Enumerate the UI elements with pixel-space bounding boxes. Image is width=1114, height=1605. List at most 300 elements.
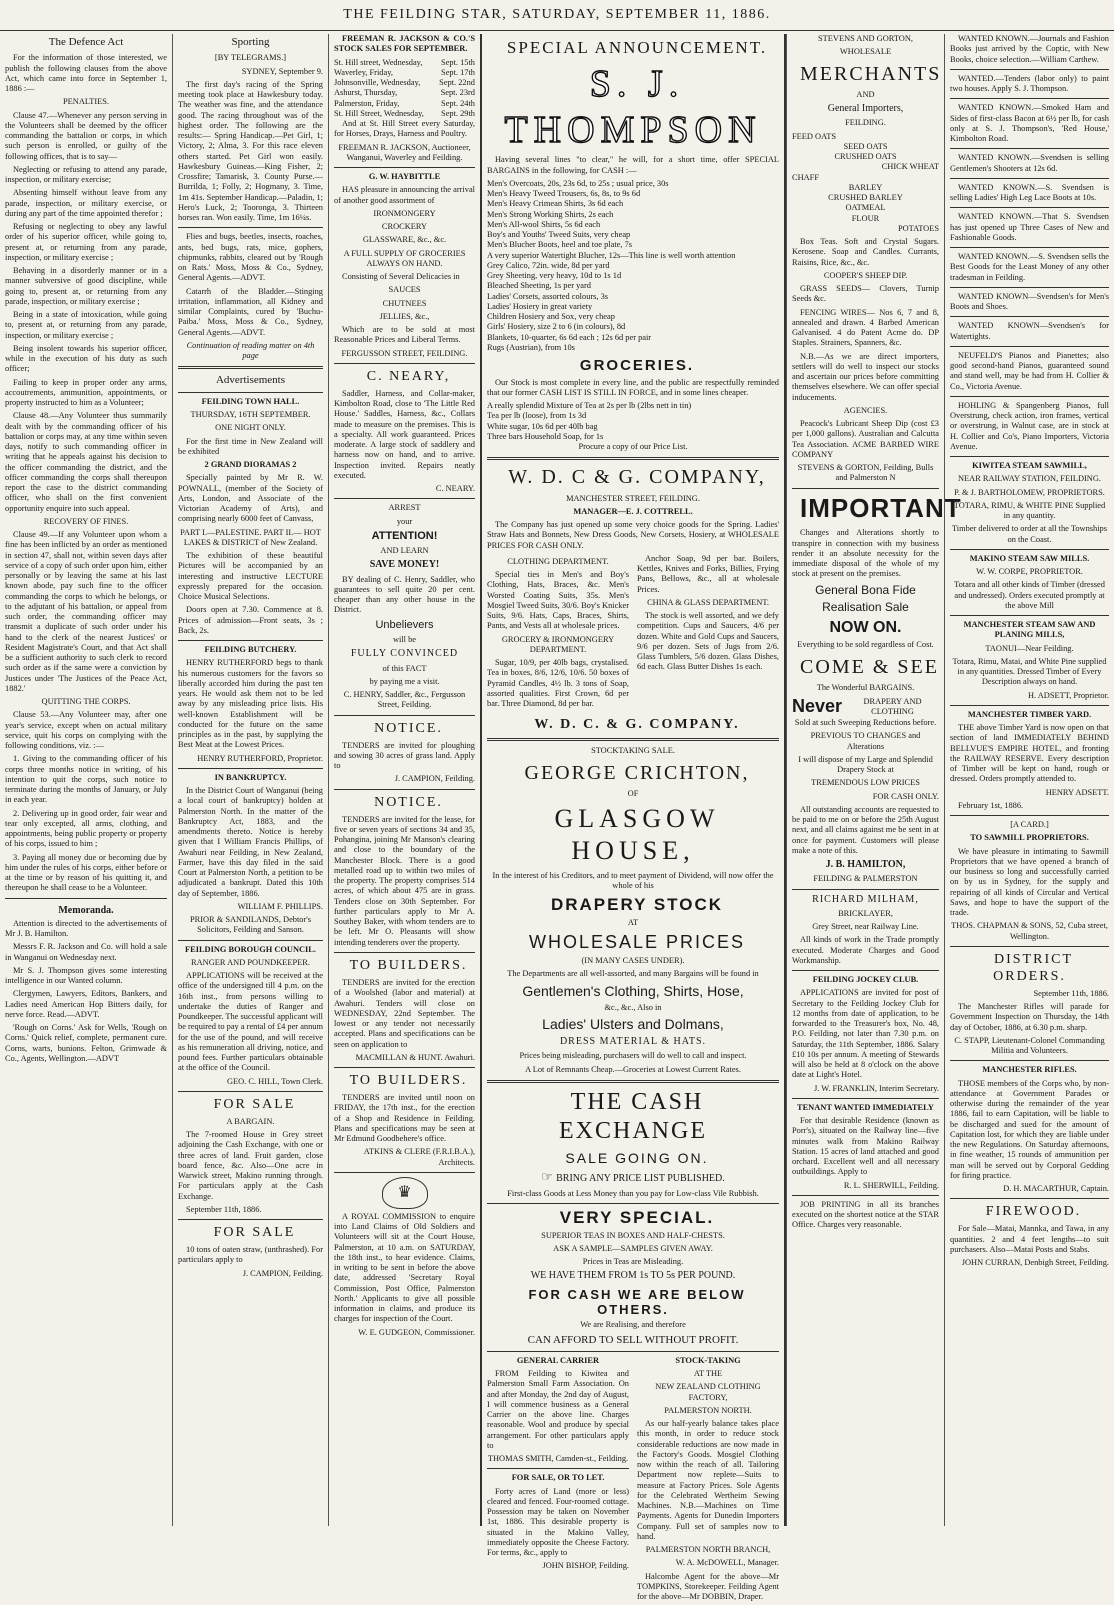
sales-list	[334, 58, 475, 120]
taonui-text: Totara, Rimu, Matai, and White Pine supplied in any quantities. Dressed Timber of Every Description always on hand.	[952, 656, 1107, 687]
very-special: VERY SPECIAL.	[559, 1207, 715, 1227]
bargain-list	[487, 179, 779, 353]
grocery-item: White sugar, 10s 6d per 40lb bag	[487, 421, 598, 431]
for-cash-below: FOR CASH WE ARE BELOW OTHERS.	[528, 1286, 746, 1318]
makino-text: Totara and all other kinds of Timber (dressed and undressed). Orders executed promptly at the above Mill	[954, 580, 1105, 610]
timber-yard-title: MANCHESTER TIMBER YARD.	[967, 709, 1092, 719]
condition: 3. Paying all money due or becoming due by him under the rules of his corps, either before or at the time or by reason of his quitting it, and thereupon he shall cease to be a Volunteer.	[5, 852, 167, 893]
yard-text: THE above Timber Yard is now open on that section of land IMMEDIATELY BEHIND BELLVUE'S EMPIRE HOTEL, and fronting the RAILWAY RESERVE. Every description of Timber will be kept on hand, rough or dressed. Orders promptly attended to.	[950, 723, 1109, 784]
jockey-text: APPLICATIONS are invited for post of Secretary to the Feilding Jockey Club for 12 months from date of application, to be forwarded to the Treasurer's box, No. 48, P.O. Feilding, not later than 7.30 p.m. on Saturday, the 11th September, 1886. Salary £10 10s per annum. A meeting of Stewards will also be held at 8 o'clock on the above date at Light's Hotel.	[792, 988, 939, 1080]
catarrh-ad: Catarrh of the Bladder.—Stinging irritation, inflammation, all Kidney and similar Complaints, cured by 'Buchu-Paiba.' Moss, Moss & Co., Sydney, General Agents.—ADVT.	[178, 286, 323, 337]
seed-item: BARLEY	[848, 182, 883, 192]
bargain-item: Boy's and Youths' Tweed Suits, very cheap	[487, 230, 631, 240]
offence: Behaving in a disorderly manner or in a manner subversive of good discipline, while going to, present at, or returning from any parade, inspection, or military exercise ;	[5, 266, 167, 306]
smith-sign: THOMAS SMITH, Camden-st., Feilding.	[487, 1454, 629, 1464]
builders-title-2: TO BUILDERS.	[349, 1073, 468, 1088]
stevens-sign: STEVENS & GORTON, Feilding, Bulls and Palmerston N	[797, 463, 934, 483]
sale-row: Johnsonville, Wednesday, Sept. 22nd	[334, 78, 475, 87]
butchery-title: FEILDING BUTCHERY.	[204, 645, 297, 655]
seed-item: CHAFF	[792, 172, 819, 182]
grocery-item: Three bars Household Soap, for 1s	[487, 431, 604, 441]
makino-title: MAKINO STEAM SAW MILLS.	[969, 553, 1090, 563]
important-text: Changes and Alterations shortly to transpire in connection with my business render it an absolute necessity for the immediate disposal of the whole of my stock at present on the premises.	[792, 528, 939, 579]
unbelievers: Unbelievers	[375, 618, 434, 631]
for-cash-only: FOR CASH ONLY.	[872, 791, 939, 801]
defence-act-title: The Defence Act	[48, 36, 124, 48]
hohling-ad: HOHLING & Spangenberg Pianos, full Overstrung, check action, iron frames, vertical or overstrung, in Walnut case, are in stock at H. Collier and Co's, Piano Importers, Victoria Avenue.	[950, 400, 1109, 451]
bargain-item: A very superior Watertight Blucher, 12s—This line is well worth attention	[487, 250, 736, 260]
jackson-more: And at St. Hill Street every Saturday, for Horses, Drays, Harness and Poultry.	[334, 119, 475, 139]
wanted-ad: WANTED KNOWN.—S. Svendsen is selling Ladies' High Leg Lace Boots at 10s.	[950, 182, 1109, 202]
recovery-heading: RECOVERY OF FINES.	[43, 516, 129, 526]
prices-text: Prices in Teas are Misleading.	[582, 1257, 684, 1267]
thompson-intro: Having several lines "to clear," he will, for a short time, offer SPECIAL BARGAINS in the following, for CASH :—	[487, 155, 779, 175]
now-on: NOW ON.	[829, 618, 902, 636]
town-hall-title: FEILDING TOWN HALL.	[201, 396, 300, 406]
bargain-item: Ladies' Corsets, assorted colours, 3s	[487, 291, 609, 301]
jockey-title: FEILDING JOCKEY CLUB.	[812, 975, 919, 985]
gudgeon-sign: W. E. GUDGEON, Commissioner.	[358, 1327, 475, 1337]
notice-title: NOTICE.	[374, 720, 443, 736]
town-hall-date: THURSDAY, 16TH SEPTEMBER.	[190, 410, 311, 420]
wanted-ad: WANTED KNOWN.—Smoked Ham and Sides of first-class Bacon at 6½ per lb, for cash only at S. J. Thompson's, 'Red House,' Kimbolton Road.	[950, 103, 1109, 143]
telegram-note: [BY TELEGRAMS.]	[214, 53, 287, 63]
seed-item: CHICK WHEAT	[881, 162, 939, 172]
agencies-title: AGENCIES.	[843, 405, 888, 415]
dioramas-title: 2 GRAND DIORAMAS 2	[204, 460, 297, 470]
stapp-sign: C. STAPP, Lieutenant-Colonel Commanding Militia and Volunteers.	[954, 1035, 1105, 1056]
palmerston-north: PALMERSTON NORTH.	[664, 1405, 752, 1415]
phillips-sign: WILLIAM F. PHILLIPS.	[237, 901, 323, 911]
stocktaking-sale: STOCKTAKING SALE.	[591, 746, 675, 756]
sport-text: The first day's racing of the Spring meeting took place at Hawkesbury today. The weather was fine, and the attendance good. The racing throughout was of the highest order. The following are the results:— Spring Handicap.—Pet Girl, 1; Victory, 2; Alma, 3. For this race eleven others started. Pet Girl won easily. Hawkesbury Guineas.—King Fisher, 2; Crossfire; Tamarisk, 3. County Purse.—Burrilda, 1; Folly, 2; Hogmany, 3. Time, 1m 41s. September Handicap.—Paladin, 1; Hero's Luck, 2; Tooronga, 3. Thirteen horses ran. Won easily. Time, 1m 16¼s.	[178, 79, 323, 223]
taonui: TAONUI—Near Feilding.	[985, 643, 1074, 653]
bartholomew: P. & J. BARTHOLOMEW, PROPRIETORS.	[954, 487, 1105, 497]
importers: General Importers,	[827, 103, 904, 115]
hall-more: The exhibition of these beautiful Pictures will be accompanied by an interesting and instructive LECTURE expressly prepared for the occasion. Choice Musical Selections.	[178, 551, 323, 602]
learn: AND LEARN	[380, 546, 429, 556]
milham-text: All kinds of work in the Trade promptly executed. Moderate Charges and Good Workmanship.	[792, 935, 939, 965]
flies-ad: Flies and bugs, beetles, insects, roaches, ants, bed bugs, rats, mice, gophers, chipmunks, rabbits, cleared out by 'Rough on Rats.' Moss, Moss & Co., Sydney, General Agents.—ADVT.	[178, 232, 323, 283]
sporting-title: Sporting	[231, 36, 270, 48]
royal-commission-text: A ROYAL COMMISSION to enquire into Land Claims of Old Soldiers and Volunteers will sit at the Court House, Palmerston, at 10 a.m. on SATURDAY, the 18th inst., to hear evidence. Claims, in writing to be sent in before the above date, addressed 'Secretary Royal Commission, Post Office, Palmerston North.' Applicants to give all possible information in claims, and produce its charges for inspection of the Court.	[334, 1211, 475, 1324]
bargain-item: Men's Heavy Crimean Shirts, 3s 6d each	[487, 199, 624, 209]
memo-item: Attention is directed to the advertisements of Mr J. B. Hamilton.	[5, 918, 167, 939]
firewood-title: FIREWOOD.	[985, 1204, 1082, 1220]
notice-text: TENDERS are invited for ploughing and sowing 30 acres of grass land. Apply to	[334, 740, 475, 771]
sale-row: St. Hill Street, Wednesday, Sept. 29th	[334, 108, 475, 118]
agencies-text: Peacock's Lubricant Sheep Dip (cost £3 per 1,000 gallons). Australian and Calcutta Tea Association. ACME BARBED WIRE COMPANY	[792, 419, 939, 459]
never-line	[792, 696, 939, 718]
nzcf-text: As our half-yearly balance takes place this month, in order to reduce stock considerable reductions are now made in the Factory's Goods. Mosgiel Clothing now within the reach of all. Tailoring Department now replete—Suits to measure at Factory Prices. Sole Agents for the Celebrated Wertheim Sewing Machines. N.B.—Machines on Time Payments. Agents for Dunedin Importers Company. Full set of samples now to hand.	[637, 1419, 779, 1541]
branch: PALMERSTON NORTH BRANCH,	[645, 1545, 771, 1555]
wdc-text: The Company has just opened up some very choice goods for the Spring. Ladies' Straw Hats and Bonnets, New Dress Goods, New Corsets, Hosiery, at WHOLESALE PRICES FOR CASH ONLY.	[487, 520, 779, 550]
bricklayer: BRICKLAYER,	[838, 908, 893, 918]
china-text: The stock is well assorted, and we defy competition. Cups and Saucers, 4/6 per dozen. White and Gold Cups and Saucers, 9/6 per dozen. Sets of Jugs from 2/6. Glass Tumblers, 5/6 dozen. Glass Dishes, 6d each. Glass Butter Dishes 1s each.	[637, 611, 779, 672]
diorama-text: Specially painted by Mr R. W. POWNALL, (member of the Society of Arts, London, and Associate of the Victorian Academy of Arts), and comprising nearly 6000 feet of Canvass,	[178, 473, 323, 524]
cooper-dip: COOPER'S SHEEP DIP.	[823, 270, 908, 280]
wanted-ad: WANTED KNOWN—Svendsen's for Watertights.	[950, 321, 1109, 341]
district-text: The Manchester Rifles will parade for Government Inspection on Thursday, the 14th day of October, 1886, at 6.30 p.m. sharp.	[950, 1002, 1109, 1032]
grocery-text: Sugar, 10/9, per 40lb bags, crystalised. Tea in boxes, 8/6, 12/6, 10/6. 50 boxes of Pyramid Candles, 4½ lb. 3 tons of Soap, assorted qualities. First Crown, 6d per bar. Three Diamond, 8d per bar.	[487, 658, 629, 709]
wdc-footer: W. D. C. & G. COMPANY.	[534, 717, 740, 733]
memo-item: Clergymen, Lawyers, Editors, Bankers, and Ladies need American Hop Bitters daily, for nerve force. Read.—ADVT.	[5, 989, 167, 1019]
neary-sign: C. NEARY.	[435, 484, 475, 494]
seed-item: SEED OATS	[843, 141, 888, 151]
kiwitea-loc: NEAR RAILWAY STATION, FEILDING.	[957, 474, 1101, 484]
job-printing: JOB PRINTING in all its branches executed on the shortest notice at the STAR Office. Charges very reasonable.	[792, 1199, 939, 1230]
fact: of this FACT	[382, 663, 427, 673]
rutherford-sign: HENRY RUTHERFORD, Proprietor.	[197, 753, 323, 763]
bona-fide: General Bona Fide	[815, 582, 916, 597]
seed-item: FEED OATS	[792, 131, 836, 141]
delicacy-item: JELLIES, &c.,	[379, 311, 430, 321]
wanted-ad: WANTED KNOWN—Svendsen's for Men's Boots and Shoes.	[950, 291, 1109, 311]
grass-seeds: GRASS SEEDS— Clovers, Turnip Seeds &c.	[792, 284, 939, 304]
sale-row: Waverley, Friday, Sept. 17th	[334, 67, 475, 77]
previous-changes: PREVIOUS TO CHANGES and Alterations	[810, 731, 921, 751]
clause-53: Clause 53.—Any Volunteer may, after one year's service, except when on actual military service, quit his corps on complying with the following conditions, viz. :—	[5, 710, 167, 751]
masthead: THE FEILDING STAR, SATURDAY, SEPTEMBER 11, 1886.	[0, 0, 1114, 31]
carrier-text: FROM Feilding to Kiwitea and Palmerston Small Farm Association. On and after Monday, the 2nd day of August, I will commence business as a General Carrier on the above line. Charges reasonable. Wool and produce by special arrangement. For other particulars apply to	[487, 1369, 629, 1450]
offence: Refusing or neglecting to obey any lawful order of his superior officer, while going to, present at, or returning from any parade, inspection, or military exercise ;	[5, 222, 167, 262]
tenant-text: For that desirable Residence (known as Porr's), situated on the Railway line—five minutes walk from Makino Railway Station. 15 acres of land attached and good orchard. Excellent well and all necessary outbuildings. Apply to	[792, 1116, 939, 1177]
will-be: will be	[392, 635, 417, 645]
halcombe-text: Halcombe Agent for the above—Mr TOMPKINS, Storekeeper. Feilding Agent for the above—Mr DOBBIN, Draper.	[637, 1571, 779, 1602]
nzcf-title: NEW ZEALAND CLOTHING FACTORY,	[655, 1382, 761, 1402]
bankruptcy-text: In the District Court of Wanganui (being a local court of bankruptcy) holden at Palmerston North. In the matter of the Bankruptcy Act, 1883, and the amendments thereto. Notice is hereby given that I William Francis Phillips, of Awahuri near Feilding, in New Zealand, Farmer, have this day filed in the said Court at Palmerston North, a petition to be adjudicated a bankrupt. Dated this 10th day of September, 1886.	[178, 786, 323, 898]
column-wanted	[944, 34, 1114, 1526]
dress-material: DRESS MATERIAL & HATS.	[559, 1036, 707, 1048]
offence: Being insolent towards his superior officer, while in the execution of his duty as such officer;	[5, 343, 167, 374]
council-title: FEILDING BOROUGH COUNCIL.	[185, 944, 316, 954]
bargain-item: Blankets, 10-quarter, 6s 6d each ; 12s 6d per pair	[487, 332, 652, 342]
attention: ATTENTION!	[371, 529, 438, 542]
afford-text: CAN AFFORD TO SELL WITHOUT PROFIT.	[527, 1333, 739, 1346]
straw-text: 10 tons of oaten straw, (unthrashed). For particulars apply to	[178, 1245, 323, 1265]
pointing-hand-icon: ☞	[541, 1169, 557, 1185]
adsett-sign: H. ADSETT, Proprietor.	[1027, 690, 1109, 700]
neufeld-ad: NEUFELD'S Pianos and Pianettes; also good second-hand Pianos, guaranteed sound and stand well, may be had from H. Collier & Co., Victoria Avenue.	[950, 350, 1109, 391]
fencing-wires: FENCING WIRES— Nos 6, 7 and 8, annealed and drawn. 4 Barbed American Galvanised. 4 do Patent Acme do. DP Staples. Strainers, Spanners, &c.	[792, 307, 939, 348]
seed-list	[792, 132, 939, 235]
jackson-title: FREEMAN R. JACKSON & CO.'S STOCK SALES FOR SEPTEMBER.	[334, 34, 475, 54]
clause-47: Clause 47.—Whenever any person serving in the Volunteers shall be deemed by the officer commanding the battalion or corps, in which such person is enrolled, or guilty of the following offices, that is to say—	[5, 110, 167, 161]
realisation-sale: Realisation Sale	[822, 600, 909, 615]
fergusson: FERGUSSON STREET, FEILDING.	[341, 348, 468, 358]
memo-item: Messrs F. R. Jackson and Co. will hold a sale in Wanganui on Wednesday next.	[5, 942, 167, 962]
bargain-item: Grey Calico, 72in. wide, 8d per yard	[487, 260, 610, 270]
wdc-departments	[487, 554, 779, 713]
palestine-parts: PART I.—PALESTINE. PART II.— HOT LAKES & DISTRICT of New Zealand.	[180, 527, 321, 547]
crichton-title: GEORGE CRICHTON,	[524, 761, 750, 784]
column-merchants	[786, 34, 962, 1526]
column-notices	[328, 34, 480, 1526]
wanted-ad: WANTED KNOWN.—Svendsen is selling Gentlemen's Shooters at 12s 6d.	[950, 153, 1109, 173]
totara-text: TOTARA, RIMU, & WHITE PINE Supplied in any quantity.	[953, 500, 1106, 520]
builders-text-2: TENDERS are invited until noon on FRIDAY, the 17th inst., for the erection of a Shop and Residence in Feilding. Plans and specifications may be seen at Mr Edmund Goodbehere's office.	[334, 1093, 475, 1144]
condition: 1. Giving to the commanding officer of his corps three months notice in writing, of his intention to quit the corps, such notice to terminate during the months of January, or July in each year.	[5, 754, 167, 805]
wdc-street: MANCHESTER STREET, FEILDING.	[566, 493, 700, 503]
of-label: OF	[627, 789, 639, 799]
sale-row: St. Hill street, Wednesday, Sept. 15th	[334, 57, 475, 67]
column-thompson	[480, 34, 786, 1602]
for-sale-title-2: FOR SALE	[213, 1225, 296, 1241]
card-label: [A CARD.]	[1010, 820, 1049, 829]
groceries-text: Our Stock is most complete in every line, and the public are respectfully reminded that our former CASH LIST IS STILL IN FORCE, and in some lines cheaper.	[487, 377, 779, 397]
carrier-title: GENERAL CARRIER	[516, 1355, 600, 1365]
clothing-text: Special ties in Men's and Boy's Clothing, Hats, Braces, &c. Men's Worsted Coating Suits, 35s. Men's Mosgiel Tweed Suits, 30/6. Boy's Knicker Suits, 9/6. Hats, Caps, Braces, Shirts, Pants, and Vests all at wholesale prices.	[487, 570, 629, 631]
memoranda-heading: Memoranda.	[58, 904, 114, 916]
many-cases: (IN MANY CASES UNDER).	[581, 956, 685, 966]
sport-dateline: SYDNEY, September 9.	[241, 66, 323, 76]
for-sale-title: FOR SALE	[213, 1096, 296, 1112]
macmillan-sign: MACMILLAN & HUNT. Awahuri.	[355, 1052, 475, 1062]
bargain-item: Rugs (Austrian), from 10s	[487, 342, 575, 352]
firewood-text: For Sale—Matai, Mannka, and Tawa, in any quantities. 2 and 4 feet lengths—to suit purchasers. Also—Matai Posts and Stabs.	[950, 1224, 1109, 1254]
bargain-item: Ladies' Hosiery in great variety	[487, 301, 593, 311]
ranger-title: RANGER AND POUNDKEEPER.	[191, 957, 310, 967]
defence-intro: For the information of those interested, we publish the following clauses from the above Act, which came into force in September 1, 1886 :—	[5, 53, 167, 94]
everything-text: Everything to be sold regardless of Cost.	[797, 640, 934, 650]
wonderful-bargains: The Wonderful BARGAINS.	[816, 682, 915, 692]
one-night: ONE NIGHT ONLY.	[215, 423, 286, 433]
bargain-item: Men's Blucher Boots, heel and toe plate, 7s	[487, 240, 633, 250]
district-orders-title: DISTRICT ORDERS.	[993, 951, 1073, 984]
campion-sign: J. CAMPION, Feilding.	[242, 1268, 323, 1278]
kiwitea-title: KIWITEA STEAM SAWMILL,	[972, 461, 1087, 470]
bargain-item: Men's Overcoats, 20s, 23s 6d, to 25s ; usual price, 30s	[487, 178, 669, 188]
admission: Doors open at 7.30. Commence at 8. Prices of admission—Front seats, 3s ; Back, 2s.	[178, 605, 323, 635]
corpe: W. W. CORPE, PROPRIETOR.	[976, 567, 1083, 576]
bargain-item: Bleached Sheeting, 1s per yard	[487, 281, 591, 291]
departments-text: The Departments are all well-assorted, and many Bargains will be found in	[507, 969, 759, 979]
district-date: September 11th, 1886.	[1033, 988, 1109, 998]
chapman-sign: THOS. CHAPMAN & SONS, 52, Cuba street, Wellington.	[951, 921, 1108, 941]
builders-title: TO BUILDERS.	[349, 957, 468, 973]
seed-item: CRUSHED BARLEY	[828, 193, 903, 203]
grey-street: Grey Street, near Railway Line.	[812, 922, 919, 932]
delicacies-text: Consisting of Several Delicacies in	[342, 272, 460, 281]
seed-item: POTATOES	[897, 223, 939, 233]
bargain-item: Men's All-wool Shirts, 5s 6d each	[487, 219, 601, 229]
sawmill-title: TO SAWMILL PROPRIETORS.	[970, 833, 1089, 843]
notice-text-2: TENDERS are invited for the lease, for five or seven years of sections 34 and 35, Pohangina, joining Mr Manson's clearing and close to the boundary of the Manchester Block. There is a good metalled road up to within two miles of the property. The property comprises 514 acres, of which about 475 are in grass. Tenders close on 30th September. For further particulars apply to Mr A. Southey Baker, with whom tenders are to be left. Mr O. Pleasants will show intending tenderers over the property.	[334, 814, 475, 947]
memo-item: 'Rough on Corns.' Ask for Wells, 'Rough on Corns.' Quick relief, complete, permanent cure. Corns, warts, bunions. Felton, Grimwade & Co., Agents, Wellington.—ADVT	[5, 1023, 167, 1063]
column-sporting	[172, 34, 328, 1526]
bishop-sign: JOHN BISHOP, Feilding.	[542, 1561, 629, 1571]
tremendous: TREMENDOUS LOW PRICES	[811, 778, 920, 788]
important-title: IMPORTANT	[800, 492, 962, 523]
bargain-item: Children Hosiery and Sox, very cheap	[487, 312, 615, 322]
your: your	[396, 516, 413, 526]
offence: Neglecting or refusing to attend any parade, inspection, or military exercise;	[5, 164, 167, 185]
butchery-text: HENRY RUTHERFORD begs to thank his numerous customers for the favors so liberally accorded him during the past ten years. He would ask them not to be led away by any misleading price lists. His well-known Establishment will be conducted for the future on the same principles as in the past, by supplying the Best Meat at the Lowest Prices.	[178, 658, 323, 750]
thompson-title: S. J. THOMPSON	[504, 62, 762, 152]
seed-item: OATMEAL	[845, 203, 886, 213]
cash-exchange-title: THE CASH EXCHANGE	[559, 1088, 707, 1145]
bargain-item: Girls' Hosiery, size 2 to 6 (in colours), 8d	[487, 322, 626, 332]
rifles-text: THOSE members of the Corps who, by non-attendance at Government Parades or otherwise during the remainder of the year 1886, fail to earn Capitation, will be liable to be discharged and sued for the amount of Capitation lost, for which they are liable under the new Regulations. On Saturday afternoons, in fine weather, 15 rounds of ammunition per man will be served out by Corporal Gedding for firing practice.	[950, 1078, 1109, 1180]
sale-row: Ashurst, Thursday, Sept. 23rd	[334, 88, 475, 98]
clothing-dept: CLOTHING DEPARTMENT.	[507, 556, 609, 566]
never-label: Never	[792, 696, 843, 717]
box-teas: Box Teas. Soft and Crystal Sugars. Kerosene. Soap and Candles. Currants, Raisins, Rice, &c., &c.	[792, 237, 939, 267]
goods-item: CROCKERY	[381, 222, 428, 231]
grocery-dept: GROCERY & IRONMONGERY DEPARTMENT.	[501, 634, 615, 654]
wanted-ad: WANTED.—Tenders (labor only) to paint two houses. Apply S. J. Thompson.	[950, 73, 1109, 93]
atkins-sign: ATKINS & CLERE (F.R.I.B.A.), Architects.	[363, 1147, 475, 1167]
sample-text: ASK A SAMPLE—SAMPLES GIVEN AWAY.	[553, 1243, 713, 1253]
arrest: ARREST	[388, 503, 421, 513]
condition: 2. Delivering up in good order, fair wear and tear only excepted, all arms, clothing, and appointments, being public property or property of his corps, issued to him ;	[5, 808, 167, 849]
hill-sign: GEO. C. HILL, Town Clerk.	[226, 1076, 323, 1086]
grocery-item: Procure a copy of our Price List.	[578, 442, 688, 451]
rifles-title: MANCHESTER RIFLES.	[982, 1065, 1077, 1075]
henry-sign: C. HENRY, Saddler, &c., Fergusson Street, Feilding.	[343, 690, 466, 710]
bankruptcy-title: IN BANKRUPTCY.	[214, 772, 287, 782]
sold-text: Which are to be sold at most Reasonable Prices and Liberal Terms.	[334, 325, 475, 345]
grocery-item: Tea per lb (loose), from 1s 3d	[487, 411, 587, 421]
china-dept: CHINA & GLASS DEPARTMENT.	[647, 597, 769, 607]
grocery-item: A really splendid Mixture of Tea at 2s per lb (2lbs nett in tin)	[487, 401, 692, 410]
town-hall-body: For the first time in New Zealand will be exhibited	[178, 436, 323, 456]
solicitors: PRIOR & SANDILANDS, Debtor's Solicitors, Feilding and Sanson.	[189, 915, 312, 935]
continuation-note: Continuation of reading matter on 4th page	[186, 340, 315, 361]
convinced: FULLY CONVINCED	[350, 648, 459, 660]
tenant-title: TENANT WANTED IMMEDIATELY	[797, 1102, 934, 1112]
hamilton-loc: FEILDING & PALMERSTON	[813, 874, 918, 884]
feilding-label: FEILDING.	[845, 118, 886, 128]
sale-date: September 11th, 1886.	[186, 1204, 262, 1214]
for-sale-let-text: Forty acres of Land (more or less) cleared and fenced. Four-roomed cottage. Possession may be taken on November 1st, 1886. This desirable property is situated in the Makino Valley, immediately opposite the Cheese Factory. For terms, &c., apply to	[487, 1486, 629, 1558]
price-list-line: ☞ BRING ANY PRICE LIST PUBLISHED.	[541, 1169, 725, 1185]
misleading-text: Prices being misleading, purchasers will do well to call and inspect.	[519, 1051, 747, 1061]
seed-item: FLOUR	[851, 213, 880, 223]
anchor-text: Anchor Soap, 9d per bar. Boilers, Kettles, Knives and Forks, Billies, Frying Pans, Bellows, &c., all at wholesale Prices.	[637, 553, 779, 594]
neary-text: Saddler, Harness, and Collar-maker, Kimbolton Road, close to 'The Little Red House.' Saddles, Harness, &c., Collars made to measure on the premises. This is a specialty. All work guaranteed. Prices moderate. A large stock of saddlery and harness now on hand, and to arrive. Inspection invited. Repairs neatly executed.	[334, 388, 475, 480]
bargain: A BARGAIN.	[226, 1116, 275, 1126]
notice-title-2: NOTICE.	[374, 794, 443, 810]
wanted-ad: WANTED KNOWN.—Journals and Fashion Books just arrived by the Coptic, with New Books, choice selection.—William Carthew.	[950, 34, 1109, 64]
haybittle-text: HAS pleasure in announcing the arrival of another good assortment of	[334, 185, 475, 205]
have-them: WE HAVE THEM FROM 1s TO 5s PER POUND.	[530, 1270, 736, 1282]
first-class-text: First-class Goods at Less Money than you pay for Low-class Vile Rubbish.	[507, 1188, 759, 1198]
sherwill-sign: R. L. SHERWILL, Feilding.	[843, 1180, 939, 1190]
quitting-heading: QUITTING THE CORPS.	[41, 697, 131, 707]
stevens-title: STEVENS AND GORTON,	[818, 34, 913, 43]
goods-item: GLASSWARE, &c., &c.	[362, 235, 447, 245]
sawmill-text: We have pleasure in intimating to Sawmill Proprietors that we have opened a branch of our business so long and successfully carried on by us in Sydney, for the supply and repairing of all kinds of Circular and Vertical Saws, and hope to have the support of the trade.	[950, 846, 1109, 917]
notice-sign: J. CAMPION, Feilding.	[394, 774, 475, 784]
merchants-title: MERCHANTS	[800, 62, 942, 85]
column-defence-act	[0, 34, 172, 1526]
sold-text: Sold at such Sweeping Reductions before.	[794, 718, 937, 728]
crichton-text: In the interest of his Creditors, and to meet payment of Dividend, will now offer the whole of his	[492, 870, 774, 891]
sale-going-on: SALE GOING ON.	[565, 1150, 709, 1167]
drapery-clothing: DRAPERY AND CLOTHING	[863, 696, 922, 717]
hamilton-sign: J. B. HAMILTON,	[825, 859, 906, 871]
glasgow-house: GLASGOW HOUSE,	[554, 804, 720, 866]
wdc-manager: MANAGER—E. J. COTTRELL.	[573, 506, 693, 516]
curran-sign: JOHN CURRAN, Denbigh Street, Feilding.	[961, 1258, 1109, 1268]
henry-text: BY dealing of C. Henry, Saddler, who guarantees to sell quite 20 per cent. cheaper than any other house in the District.	[334, 574, 475, 615]
also-in: &c., &c., Also in	[604, 1002, 662, 1012]
advertisements-heading: Advertisements	[215, 374, 286, 387]
neary-title: C. NEARY,	[366, 368, 451, 384]
supply-text: A FULL SUPPLY OF GROCERIES ALWAYS ON HAND.	[343, 248, 466, 268]
wholesale-label: WHOLESALE	[839, 47, 892, 57]
realising-text: We are Realising, and therefore	[580, 1320, 686, 1330]
teas-text: SUPERIOR TEAS IN BOXES AND HALF-CHESTS.	[541, 1230, 725, 1240]
groceries-title: GROCERIES.	[579, 357, 695, 375]
save-money: SAVE MONEY!	[369, 559, 440, 571]
penalties-heading: PENALTIES.	[63, 97, 109, 107]
nb-text: N.B.—As we are direct importers, settlers will do well to inspect our stocks and ascertain our prices before committing themselves elsewhere. We can offer special inducements.	[792, 351, 939, 402]
milham-title: RICHARD MILHAM,	[812, 893, 919, 905]
gentlemen-clothing: Gentlemen's Clothing, Shirts, Hose,	[522, 982, 744, 999]
accounts-text: All outstanding accounts are requested to be paid to me on or before the 25th August next, and all claims against me be sent in at once for payment. Customers will please make a note of this.	[792, 804, 939, 855]
bargain-item: Men's Heavy Tweed Trousers, 6s, 8s, to 9s 6d	[487, 189, 641, 199]
offence: Absenting himself without leave from any parade, inspection, or military exercise, or during any part of the time appointed therefor ;	[5, 188, 167, 218]
visit: by paying me a visit.	[369, 676, 440, 686]
stock-taking-title: STOCK-TAKING	[675, 1355, 741, 1365]
sale-row: Palmerston, Friday, Sept. 24th	[334, 98, 475, 108]
wholesale-prices: WHOLESALE PRICES	[528, 932, 746, 953]
remnants-text: A Lot of Remnants Cheap.—Groceries at Lowest Current Rates.	[525, 1064, 741, 1074]
seed-item: CRUSHED OATS	[834, 152, 897, 162]
grocery-list	[487, 401, 779, 452]
clause-48: Clause 48.—Any Volunteer thus summarily dealt with by the commanding officer of his battalion or corps may, at any time within seven days, notify to such commanding officer in writing that he appeals against his decision to the officer commanding the district, and the officer commanding the corps shall thereupon report the case to the district commanding officer, who shall on the first convenient opportunity enquire into such appeal.	[5, 411, 167, 513]
delicacy-item: SAUCES	[388, 285, 421, 295]
builders-text: TENDERS are invited for the erection of a Woolshed (labor and material) at Awahuri. Tenders will close on WEDNESDAY, 22nd September. The lowest or any tender not necessarily accepted. Plans and specifications can be seen on application to	[334, 978, 475, 1049]
ladies-ulsters: Ladies' Ulsters and Dolmans,	[542, 1016, 724, 1033]
delicacy-item: CHUTNEES	[382, 298, 427, 308]
offence: Failing to keep in proper order any arms, accoutrements, ammunition, appointments, or property instructed to him as a Volunteer;	[5, 377, 167, 408]
mcdowell-sign: W. A. McDOWELL, Manager.	[675, 1558, 779, 1568]
offence: Being in a state of intoxication, while going to, present at, or returning from any parade, inspection, or military exercise ;	[5, 310, 167, 340]
at-label: AT	[627, 918, 639, 928]
timber-text: Timber delivered to order at all the Townships on the Coast.	[951, 524, 1108, 544]
haybittle-title: G. W. HAYBITTLE	[368, 172, 441, 181]
special-announcement: SPECIAL ANNOUNCEMENT.	[506, 38, 768, 57]
sale-text: The 7-roomed House in Grey street adjoining the Cash Exchange, with one or three acres of land. Fruit garden, close board fence, &c. Also—One acre in Warwick street, Makino running through. For particulars apply at the Cash Exchange.	[178, 1130, 323, 1201]
manchester-mills-title: MANCHESTER STEAM SAW AND PLANING MILLS,	[963, 620, 1096, 640]
come-and-see: COME & SEE	[800, 655, 939, 678]
bargain-item: Men's Strong Working Shirts, 2s each	[487, 209, 614, 219]
royal-crest-icon: ♛	[382, 1177, 428, 1209]
wanted-ad: WANTED KNOWN.—S. Svendsen sells the Best Goods for the Least Money of any other tradesman in Feilding.	[950, 252, 1109, 282]
council-text: APPLICATIONS will be received at the office of the undersigned till 4 p.m. on the 16th inst., from persons willing to undertake the duties of Ranger and Poundkeeper. The successful applicant will be required to pay a rental of £4 per annum for the use of the pound, and will receive as his remuneration all driving, notice, and pound fees. Further particulars obtainable at the office of the Council.	[178, 971, 323, 1073]
wanted-ad: WANTED KNOWN.—That S. Svendsen has just opened up Three Cases of New and Fashionable Goods.	[950, 212, 1109, 242]
bargain-item: Grey Sheeting, very heavy, 10d to 1s 1d	[487, 271, 622, 281]
at-the: AT THE	[693, 1369, 723, 1379]
bottom-ads	[487, 1356, 779, 1605]
drapery-stock: DRAPERY STOCK	[550, 895, 724, 915]
macarthur-sign: D. H. MACARTHUR, Captain.	[1003, 1184, 1109, 1194]
wdc-title: W. D. C & G. COMPANY,	[508, 466, 766, 489]
clause-49: Clause 49.—If any Volunteer upon whom a fine has been inflicted by an order as mentioned in section 47, shall not, within seven days after service of a copy of such order upon him, either personally or by leaving the same at his last known abode, pay such fine to the officer commanding the corps to which he belongs, or to the adjutant of his battalion, or appeal from such order, the commanding officer may transmit a duplicate of such order under his hand to the clerk of the nearest Justices' or Resident Magistrate's Court, and that Act shall be a sufficient authority to such clerk to record such order as if the same were a conviction by Justices under 'The Justices of the Peace Act, 1882.'	[5, 530, 167, 693]
memo-item: Mr S. J. Thompson gives some interesting intelligence in our Wanted column.	[5, 965, 167, 986]
and-label: AND	[856, 89, 875, 99]
for-sale-let: FOR SALE, OR TO LET.	[511, 1473, 605, 1483]
adsett-sign-2: HENRY ADSETT.	[1045, 787, 1109, 797]
february-date: February 1st, 1886.	[958, 800, 1024, 810]
franklin-sign: J. W. FRANKLIN, Interim Secretary.	[813, 1083, 939, 1093]
goods-item: IRONMONGERY	[373, 208, 436, 218]
dispose-text: I will dispose of my Large and Splendid Drapery Stock at	[798, 754, 933, 775]
jackson-sign: FREEMAN R. JACKSON, Auctioneer, Wanganui, Waverley and Feilding.	[338, 142, 471, 162]
